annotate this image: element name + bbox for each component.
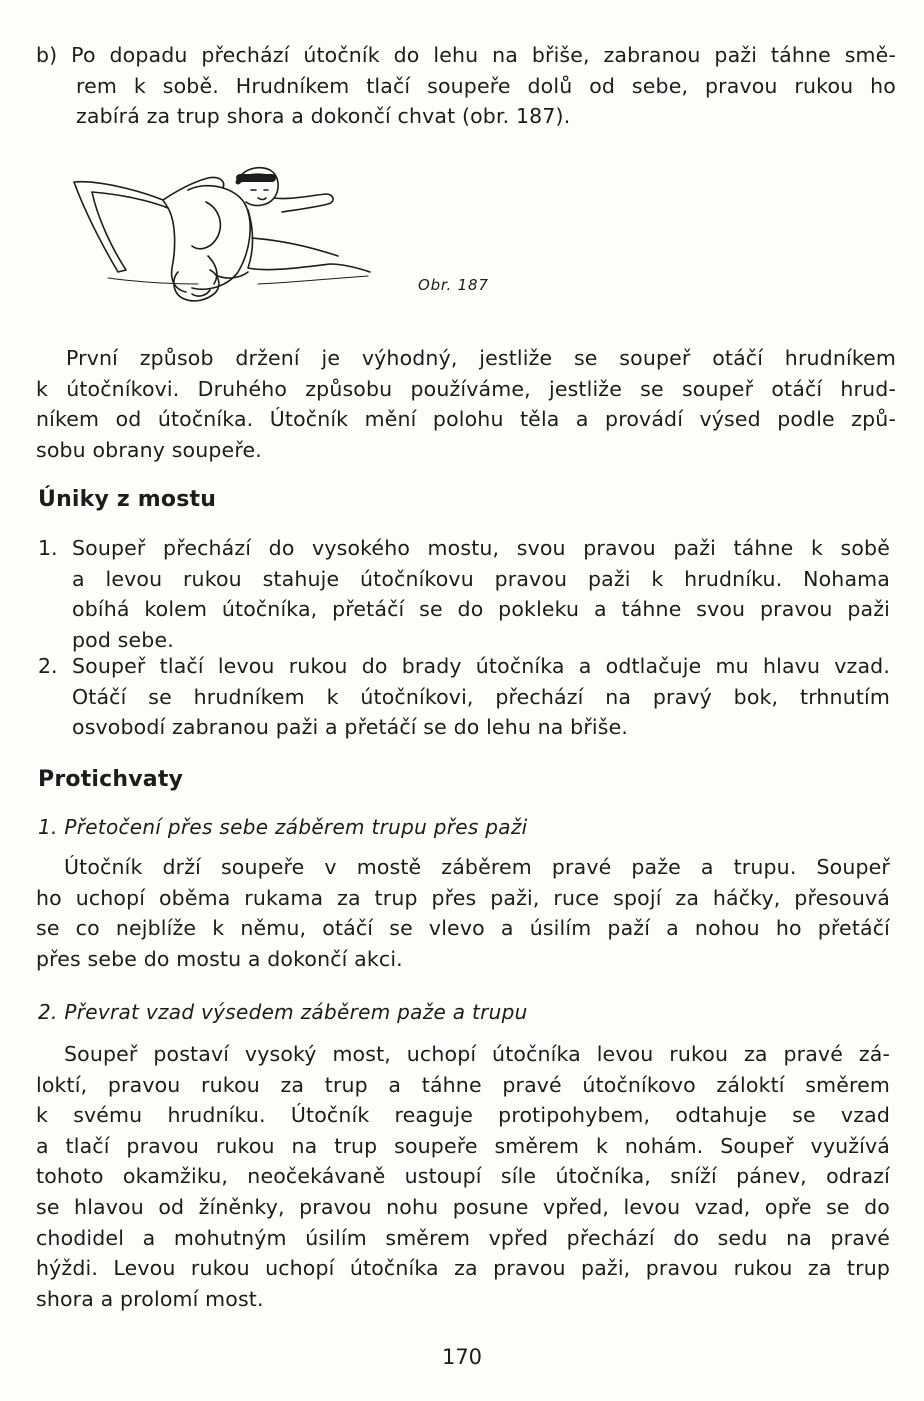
list-number: 2. <box>38 654 58 678</box>
text-line: sobu obrany soupeře. <box>36 437 262 462</box>
paragraph-b <box>36 40 896 132</box>
text-line: Soupeř postaví vysoký most, uchopí útočníka levou rukou za pravé zá- <box>64 1042 890 1066</box>
text-line: loktí, pravou rukou za trup a táhne pravé útočníkovo záloktí směrem <box>36 1072 890 1097</box>
text-line: k svému hrudníku. Útočník reaguje protipohybem, odtahuje se vzad <box>36 1103 890 1128</box>
text-line: zabírá za trup shora a dokončí chvat (obr. 187). <box>76 104 571 129</box>
paragraph-prvni-zpusob <box>36 343 896 465</box>
text-line: b) Po dopadu přechází útočník do lehu na břiše, zabranou paži táhne smě- <box>36 43 896 67</box>
text-line: chodidel a mohutným úsilím směrem vpřed přechází do sedu na pravé <box>36 1225 890 1250</box>
text-line: a tlačí pravou rukou na trup soupeře směrem k nohám. Soupeř využívá <box>36 1133 890 1158</box>
text-line: přes sebe do mostu a dokončí akci. <box>36 946 403 971</box>
subsection-title-2: 2. Převrat vzad výsedem záběrem paže a trupu <box>38 1000 528 1024</box>
text-line: k útočníkovi. Druhého způsobu používáme, jestliže se soupeř otáčí hrud- <box>36 376 896 401</box>
figure-caption: Obr. 187 <box>418 276 489 294</box>
text-line: osvobodí zabranou paži a přetáčí se do lehu na břiše. <box>72 715 629 740</box>
page-number: 170 <box>441 1345 483 1369</box>
text-line: První způsob držení je výhodný, jestliže se soupeř otáčí hrudníkem <box>66 346 896 370</box>
section-heading-uniky: Úniky z mostu <box>38 487 217 512</box>
text-line: Soupeř přechází do vysokého mostu, svou pravou paži táhne k sobě <box>72 536 890 560</box>
text-line: pod sebe. <box>72 627 174 652</box>
text-line: shora a prolomí most. <box>36 1286 264 1311</box>
text-line: níkem od útočníka. Útočník mění polohu těla a provádí výsed podle způ- <box>36 407 896 432</box>
subsection-title-1: 1. Přetočení přes sebe záběrem trupu přes paži <box>38 815 528 839</box>
text-line: rem k sobě. Hrudníkem tlačí soupeře dolů od sebe, pravou rukou ho <box>76 73 896 98</box>
text-line: tohoto okamžiku, neočekávaně ustoupí síle útočníka, sníží pánev, odrazí <box>36 1164 890 1189</box>
text-line: Soupeř tlačí levou rukou do brady útočníka a odtlačuje mu hlavu vzad. <box>72 654 890 678</box>
text-line: ho uchopí oběma rukama za trup přes paži, ruce spojí za háčky, přesouvá <box>36 885 890 910</box>
list-number: 1. <box>38 536 58 560</box>
text-line: obíhá kolem útočníka, přetáčí se do pokleku a táhne svou pravou paži <box>72 597 890 622</box>
list-item-2 <box>72 651 890 743</box>
subsection-1-text <box>36 852 890 974</box>
text-line: hýždi. Levou rukou uchopí útočníka za pravou paži, pravou rukou za trup <box>36 1256 890 1281</box>
text-line: se co nejblíže k němu, otáčí se vlevo a úsilím paží a nohou ho přetáčí <box>36 916 890 941</box>
text-line: se hlavou od žíněnky, pravou nohu posune vpřed, levou vzad, opře se do <box>36 1194 890 1219</box>
wrestling-illustration <box>68 160 378 310</box>
subsection-2-text <box>36 1039 890 1314</box>
section-heading-protichvaty: Protichvaty <box>38 767 184 792</box>
text-line: Otáčí se hrudníkem k útočníkovi, přechází na pravý bok, trhnutím <box>72 684 890 709</box>
text-line: Útočník drží soupeře v mostě záběrem pravé paže a trupu. Soupeř <box>64 855 890 879</box>
list-item-1 <box>72 533 890 655</box>
text-line: a levou rukou stahuje útočníkovu pravou paži k hrudníku. Nohama <box>72 566 890 591</box>
